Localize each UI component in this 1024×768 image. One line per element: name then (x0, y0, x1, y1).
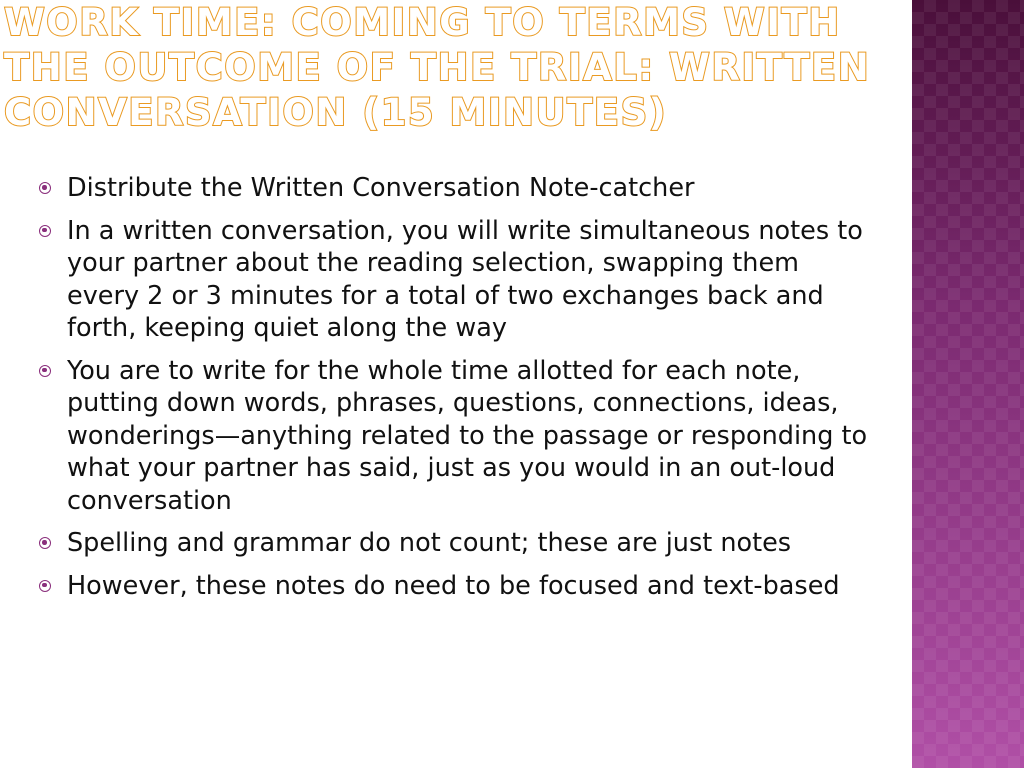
circle-dot-bullet-icon (39, 537, 51, 549)
bullet-list (38, 172, 878, 612)
slide-title: WORK TIME: COMING TO TERMS WITH THE OUTCOME OF THE TRIAL: WRITTEN CONVERSATION (15 MINUTES) (4, 1, 871, 134)
bullet-item (38, 215, 878, 345)
circle-dot-bullet-icon (39, 365, 51, 377)
circle-dot-bullet-icon (39, 225, 51, 237)
bullet-item (38, 570, 878, 603)
bullet-text: Distribute the Written Conversation Note-catcher (67, 173, 695, 203)
bullet-text: Spelling and grammar do not count; these are just notes (67, 528, 792, 558)
bullet-text: You are to write for the whole time allotted for each note, putting down words, phrases, questions, connections, ideas, wonderings—anything related to the passage or responding to what your partner has said, just as you would in an out-loud conversation (67, 355, 868, 516)
decorative-side-band (912, 0, 1024, 768)
bullet-text: However, these notes do need to be focused and text-based (67, 570, 840, 601)
bullet-item (38, 172, 878, 205)
bullet-item (38, 355, 878, 518)
bullet-item (38, 527, 878, 560)
bullet-text: In a written conversation, you will write simultaneous notes to your partner about the reading selection, swapping them every 2 or 3 minutes for a total of two exchanges back and forth, keeping quiet along the way (67, 215, 863, 343)
circle-dot-bullet-icon (39, 580, 51, 592)
circle-dot-bullet-icon (39, 182, 51, 194)
